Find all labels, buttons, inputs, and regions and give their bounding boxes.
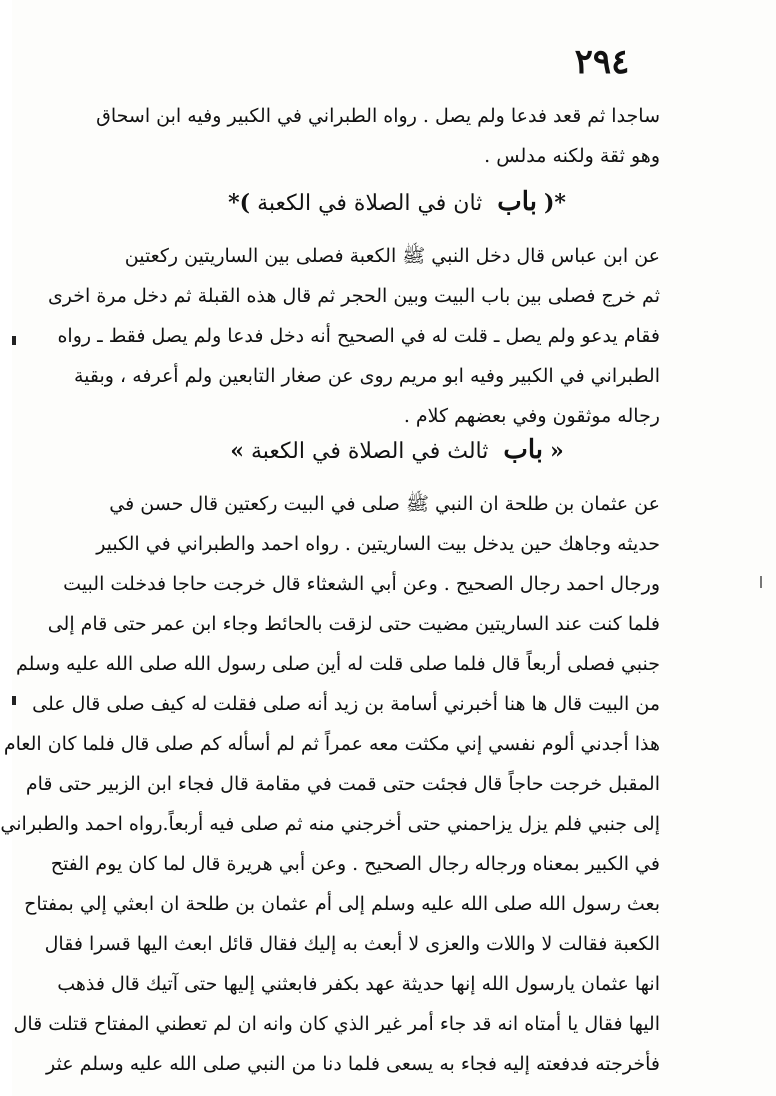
heading-ornament-open: *( xyxy=(543,190,566,216)
text-line: فأخرجته فدفعته إليه فجاء به يسعى فلما دنا من النبي صلى الله عليه وسلم عثر xyxy=(46,1053,660,1075)
text-line: بعث رسول الله صلى الله عليه وسلم إلى أم عثمان بن طلحة ان ابعثي إلي بمفتاح xyxy=(24,893,660,915)
text-line: حديثه وجاهك حين يدخل بيت الساريتين . رواه احمد والطبراني في الكبير xyxy=(96,533,660,555)
text-line: فقام يدعو ولم يصل ـ قلت له في الصحيح أنه دخل فدعا ولم يصل فقط ـ رواه xyxy=(57,325,660,347)
text-line: اليها فقال يا أمتاه انه قد جاء أمر غير الذي كان وانه ان لم تعطني المفتاح قتلت قال xyxy=(13,1013,660,1035)
text-line: وهو ثقة ولكنه مدلس . xyxy=(484,145,660,167)
text-line: المقبل خرجت حاجاً قال فجئت حتى قمت في مقامة قال فجاء ابن الزبير حتى قام xyxy=(25,773,660,795)
heading-ornament-close: » xyxy=(230,438,244,464)
text-block-1 xyxy=(96,96,660,176)
text-line: رجاله موثقون وفي بعضهم كلام . xyxy=(403,405,660,427)
margin-tick-mark xyxy=(760,576,762,588)
text-line: ثم خرج فصلى بين باب البيت وبين الحجر ثم قال هذه القبلة ثم دخل مرة اخرى xyxy=(47,285,660,307)
heading-title: ثالث في الصلاة في الكعبة xyxy=(250,439,489,464)
heading-ornament-open: « xyxy=(550,438,564,464)
text-line: ساجدا ثم قعد فدعا ولم يصل . رواه الطبراني في الكبير وفيه ابن اسحاق xyxy=(96,105,660,127)
heading-ornament-close: )* xyxy=(228,190,251,216)
text-line: عن ابن عباس قال دخل النبي ﷺ الكعبة فصلى بين الساريتين ركعتين xyxy=(124,245,660,267)
heading-bab-word: باب xyxy=(497,187,537,217)
text-line: جنبي فصلى أربعاً قال فلما صلى قلت له أين صلى رسول الله صلى الله عليه وسلم xyxy=(15,653,660,675)
text-line: هذا أجدني ألوم نفسي إني مكثت معه عمراً ثم لم أسأله كم صلى قال فلما كان العام xyxy=(3,733,660,755)
text-line: عن عثمان بن طلحة ان النبي ﷺ صلى في البيت ركعتين قال حسن في xyxy=(109,493,660,515)
chapter-heading-2 xyxy=(132,428,662,472)
heading-bab-word: باب xyxy=(503,435,543,465)
page-number: ٢٩٤ xyxy=(574,42,630,82)
text-line: من البيت قال ها هنا أخبرني أسامة بن زيد أنه صلى فقلت له كيف صلى قال على xyxy=(32,693,660,715)
heading-title: ثان في الصلاة في الكعبة xyxy=(257,191,483,216)
text-line: إلى جنبي فلم يزل يزاحمني حتى أخرجني منه ثم صلى فيه أربعاً.رواه احمد والطبراني xyxy=(0,813,660,835)
text-line: فلما كنت عند الساريتين مضيت حتى لزقت بالحائط وجاء ابن عمر حتى قام إلى xyxy=(47,613,660,635)
text-line: الطبراني في الكبير وفيه ابو مريم روى عن صغار التابعين ولم أعرفه ، وبقية xyxy=(73,365,660,387)
margin-binding-mark xyxy=(12,336,16,345)
text-block-3 xyxy=(0,484,660,1084)
margin-binding-mark xyxy=(12,696,16,705)
text-line: الكعبة فقالت لا واللات والعزى لا أبعث به إليك فقال قائل ابعث اليها قسرا فقال xyxy=(44,933,660,955)
text-block-2 xyxy=(47,236,660,436)
text-line: ورجال احمد رجال الصحيح . وعن أبي الشعثاء قال خرجت حاجا فدخلت البيت xyxy=(63,573,660,595)
chapter-heading-1 xyxy=(132,180,662,224)
text-line: انها عثمان يارسول الله إنها حديثة عهد بكفر فابعثني إليها حتى آتيك قال فذهب xyxy=(57,973,660,995)
text-line: في الكبير بمعناه ورجاله رجال الصحيح . وعن أبي هريرة قال لما كان يوم الفتح xyxy=(50,853,660,875)
